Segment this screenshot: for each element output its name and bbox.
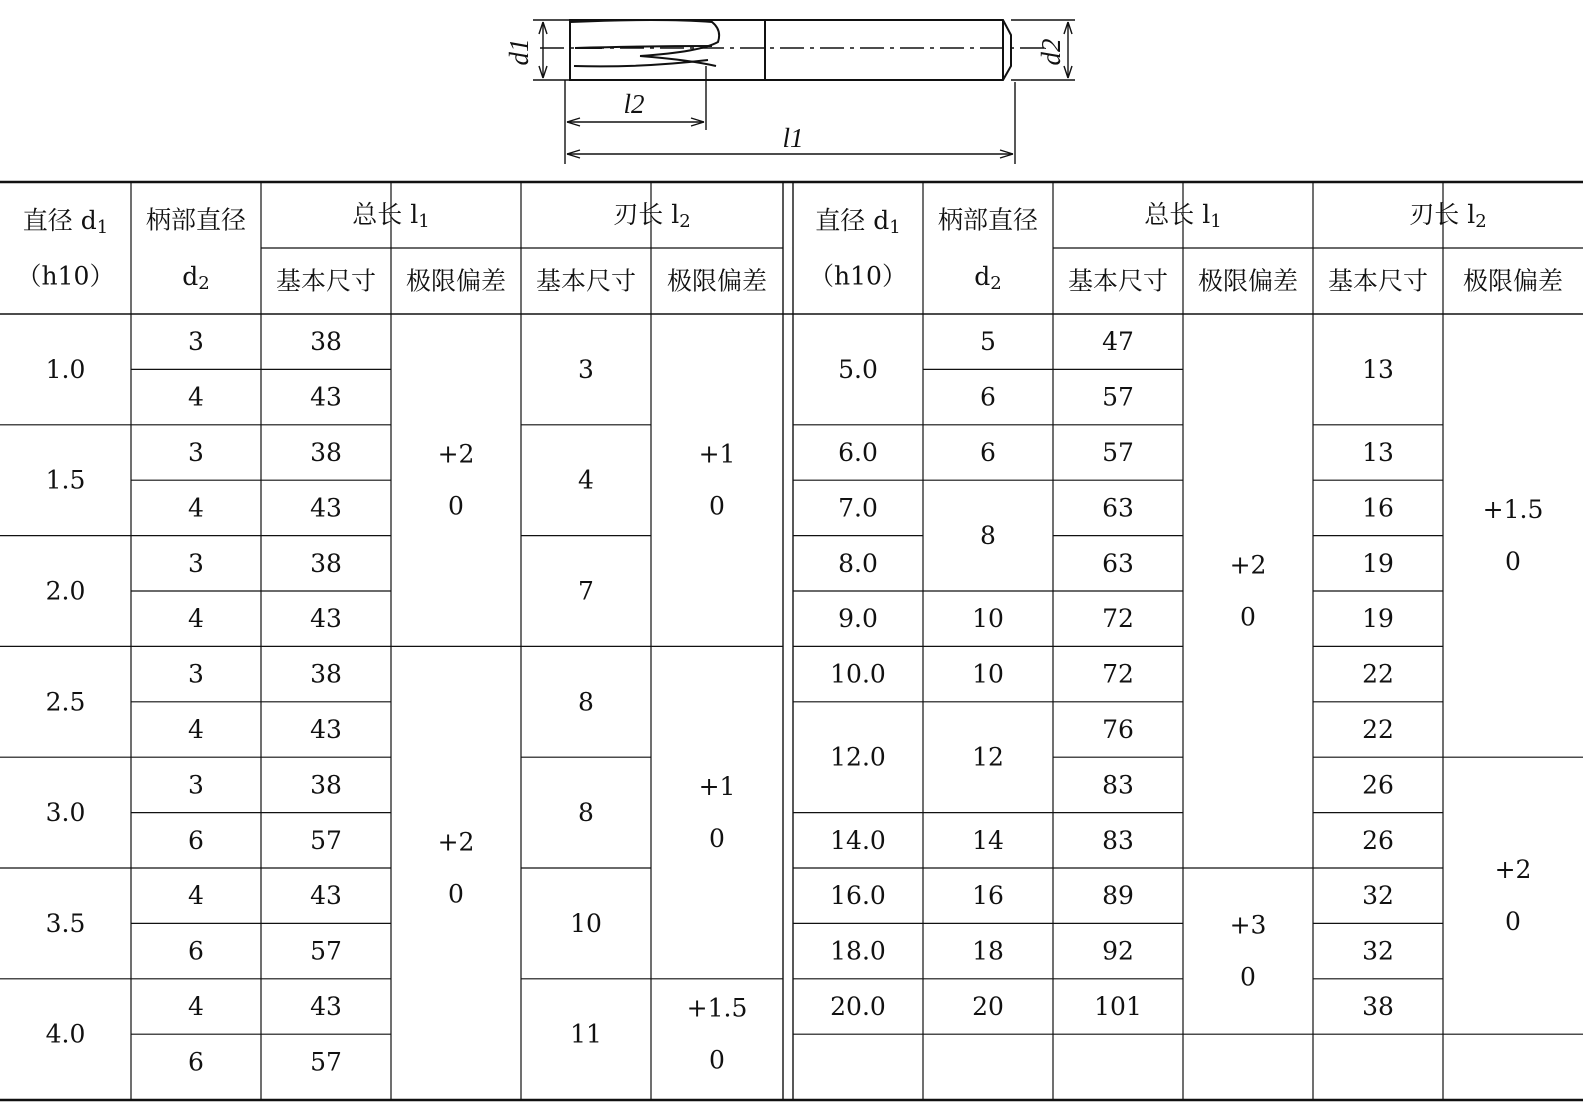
- right-header-d1-text: 直径 d: [815, 205, 890, 235]
- dim-label-d2: d2: [1036, 38, 1066, 66]
- right-d1-cell: 16.0: [830, 881, 886, 911]
- left-header-l2-dev: 极限偏差: [666, 266, 768, 296]
- right-l2-basic-cell: 13: [1362, 354, 1394, 384]
- table-grid: [0, 182, 1583, 1100]
- left-header-l1-text: 总长 l: [352, 199, 419, 229]
- left-l2-dev-lower: 0: [709, 824, 725, 854]
- right-l2-basic-cell: 22: [1362, 715, 1394, 744]
- right-d2-cell: 6: [980, 438, 996, 467]
- right-l2-basic-cell: 13: [1362, 438, 1394, 467]
- right-l1-basic-cell: 63: [1102, 548, 1134, 578]
- right-d1-cell: 6.0: [838, 438, 878, 467]
- right-header-l2: [1409, 200, 1486, 232]
- left-d2-cell: 4: [188, 715, 204, 744]
- right-l2-basic-cell: 38: [1362, 992, 1394, 1021]
- right-header-d1: [815, 206, 900, 238]
- left-l1-basic-cell: 57: [310, 936, 342, 966]
- right-l2-dev-lower: 0: [1505, 907, 1521, 937]
- right-l1-basic-cell: 92: [1102, 936, 1134, 966]
- left-d2-cell: 6: [188, 825, 204, 855]
- left-l2-dev-lower: 0: [709, 491, 725, 521]
- right-header-l2-dev: 极限偏差: [1462, 266, 1564, 296]
- right-d2-cell: 14: [972, 825, 1004, 855]
- dim-label-l2: l2: [623, 89, 645, 119]
- right-d1-cell: 12.0: [830, 742, 886, 772]
- left-header-d2-var-subscript: 2: [198, 272, 210, 294]
- left-l1-basic-cell: 43: [310, 382, 342, 412]
- right-l1-basic-cell: 83: [1102, 825, 1134, 855]
- right-d1-cell: 7.0: [838, 493, 878, 523]
- left-header-l2-subscript: 2: [679, 210, 691, 232]
- right-d2-cell: 10: [972, 659, 1004, 689]
- left-l1-basic-cell: 43: [310, 992, 342, 1021]
- left-d2-cell: 6: [188, 1047, 204, 1077]
- right-l2-basic-cell: 16: [1362, 493, 1394, 523]
- right-d2-cell: 18: [972, 936, 1004, 966]
- left-d1-cell: 1.5: [45, 465, 86, 495]
- left-l2-basic-cell: 7: [578, 576, 594, 606]
- right-l2-dev-lower: 0: [1505, 547, 1521, 577]
- right-d1-cell: 10.0: [830, 659, 886, 689]
- left-l1-basic-cell: 38: [310, 548, 342, 578]
- right-d2-cell: 12: [972, 742, 1004, 772]
- right-l1-basic-cell: 89: [1102, 881, 1134, 911]
- right-l1-basic-cell: 101: [1094, 992, 1142, 1021]
- left-d1-cell: 2.5: [45, 687, 86, 717]
- right-l1-dev-lower: 0: [1240, 602, 1256, 632]
- right-d2-cell: 16: [972, 881, 1004, 911]
- left-d2-cell: 3: [188, 327, 204, 357]
- left-d2-cell: 4: [188, 881, 204, 911]
- right-d2-cell: 20: [972, 992, 1004, 1021]
- left-d2-cell: 3: [188, 438, 204, 467]
- left-d2-cell: 3: [188, 659, 204, 689]
- right-l2-dev-upper: +2: [1494, 855, 1532, 885]
- left-l1-basic-cell: 57: [310, 1047, 342, 1077]
- right-header-l1-basic: 基本尺寸: [1067, 266, 1169, 296]
- right-header-d1-note: （h10）: [809, 261, 907, 291]
- right-l1-dev-upper: +3: [1229, 910, 1267, 940]
- right-l2-basic-cell: 26: [1362, 770, 1394, 800]
- right-l1-basic-cell: 83: [1102, 770, 1134, 800]
- left-l2-basic-cell: 11: [570, 1019, 602, 1049]
- left-l2-basic-cell: 10: [570, 908, 602, 938]
- right-l1-basic-cell: 72: [1102, 659, 1134, 689]
- right-d1-cell: 8.0: [838, 548, 878, 578]
- right-l1-basic-cell: 57: [1102, 382, 1134, 412]
- right-header-l1-text: 总长 l: [1144, 199, 1211, 229]
- right-d1-cell: 5.0: [838, 354, 878, 384]
- left-d2-cell: 3: [188, 770, 204, 800]
- right-header-d2-var: [974, 262, 1001, 294]
- dim-label-d1: d1: [504, 38, 534, 66]
- left-l1-dev-upper: +2: [437, 827, 475, 857]
- left-header-d1: [23, 206, 108, 238]
- left-l1-basic-cell: 43: [310, 604, 342, 634]
- right-header-l1: [1144, 200, 1221, 232]
- left-l1-basic-cell: 38: [310, 770, 342, 800]
- left-d1-cell: 2.0: [45, 576, 86, 606]
- left-l2-dev-upper: +1.5: [686, 993, 748, 1023]
- left-l1-dev-lower: 0: [448, 879, 464, 909]
- right-l1-basic-cell: 72: [1102, 604, 1134, 634]
- right-l1-basic-cell: 63: [1102, 493, 1134, 523]
- left-header-d2: 柄部直径: [145, 205, 247, 235]
- right-header-l1-subscript: 1: [1210, 210, 1222, 232]
- dim-label-l1: l1: [782, 123, 804, 153]
- left-l2-basic-cell: 4: [578, 465, 594, 495]
- right-l2-basic-cell: 19: [1362, 548, 1394, 578]
- right-header-d2-var-subscript: 2: [990, 272, 1002, 294]
- left-header-d2-var: [182, 262, 209, 294]
- left-d1-cell: 3.5: [45, 908, 86, 938]
- right-l1-dev-lower: 0: [1240, 962, 1256, 992]
- left-d1-cell: 3.0: [45, 798, 86, 828]
- left-header-d1-text: 直径 d: [22, 205, 97, 235]
- left-l1-basic-cell: 43: [310, 715, 342, 744]
- left-header-l1-subscript: 1: [418, 210, 430, 232]
- left-d2-cell: 4: [188, 382, 204, 412]
- left-l1-basic-cell: 38: [310, 438, 342, 467]
- left-l2-dev-lower: 0: [709, 1045, 725, 1075]
- left-l2-basic-cell: 8: [578, 687, 594, 717]
- right-l2-basic-cell: 32: [1362, 881, 1394, 911]
- table-cells: [17, 200, 1563, 1077]
- left-header-l2-text: 刃长 l: [613, 199, 680, 229]
- right-d1-cell: 18.0: [830, 936, 886, 966]
- right-d1-cell: 9.0: [838, 604, 878, 634]
- left-l1-dev-lower: 0: [448, 491, 464, 521]
- left-l1-basic-cell: 38: [310, 327, 342, 357]
- left-l2-dev-upper: +1: [698, 439, 736, 469]
- left-d2-cell: 6: [188, 936, 204, 966]
- left-l2-basic-cell: 8: [578, 798, 594, 828]
- left-l1-basic-cell: 43: [310, 493, 342, 523]
- right-d2-cell: 8: [980, 521, 996, 551]
- right-l1-basic-cell: 47: [1102, 327, 1134, 357]
- left-header-d1-subscript: 1: [96, 216, 109, 238]
- right-header-l2-subscript: 2: [1475, 210, 1487, 232]
- left-header-l1: [352, 200, 429, 232]
- right-d1-cell: 14.0: [830, 825, 886, 855]
- left-header-l1-dev: 极限偏差: [405, 266, 507, 296]
- right-l1-dev-upper: +2: [1229, 550, 1267, 580]
- left-d1-cell: 1.0: [45, 354, 86, 384]
- left-l1-basic-cell: 57: [310, 825, 342, 855]
- left-l1-basic-cell: 38: [310, 659, 342, 689]
- right-header-l2-basic: 基本尺寸: [1327, 266, 1429, 296]
- left-d2-cell: 3: [188, 548, 204, 578]
- right-d1-cell: 20.0: [830, 992, 886, 1021]
- right-l1-basic-cell: 57: [1102, 438, 1134, 467]
- right-d2-cell: 10: [972, 604, 1004, 634]
- left-header-l2: [613, 200, 690, 232]
- left-header-l2-basic: 基本尺寸: [535, 266, 637, 296]
- right-l2-basic-cell: 26: [1362, 825, 1394, 855]
- left-d2-cell: 4: [188, 604, 204, 634]
- right-d2-cell: 5: [980, 327, 996, 357]
- left-l2-dev-upper: +1: [698, 772, 736, 802]
- left-header-d1-note: （h10）: [16, 261, 115, 291]
- right-header-d2: 柄部直径: [937, 205, 1039, 235]
- right-header-l1-dev: 极限偏差: [1197, 266, 1299, 296]
- left-d1-cell: 4.0: [45, 1019, 86, 1049]
- right-l2-basic-cell: 32: [1362, 936, 1394, 966]
- right-header-d1-subscript: 1: [889, 216, 901, 238]
- left-l1-dev-upper: +2: [437, 439, 475, 469]
- left-d2-cell: 4: [188, 992, 204, 1021]
- right-header-d2-var-text: d: [974, 261, 991, 291]
- right-l2-dev-upper: +1.5: [1482, 495, 1544, 525]
- left-l2-basic-cell: 3: [578, 354, 594, 384]
- left-header-d2-var-text: d: [182, 261, 199, 291]
- right-l1-basic-cell: 76: [1102, 715, 1134, 744]
- right-header-l2-text: 刃长 l: [1409, 199, 1476, 229]
- left-header-l1-basic: 基本尺寸: [275, 266, 377, 296]
- right-l2-basic-cell: 19: [1362, 604, 1394, 634]
- left-l1-basic-cell: 43: [310, 881, 342, 911]
- right-l2-basic-cell: 22: [1362, 659, 1394, 689]
- left-d2-cell: 4: [188, 493, 204, 523]
- right-d2-cell: 6: [980, 382, 996, 412]
